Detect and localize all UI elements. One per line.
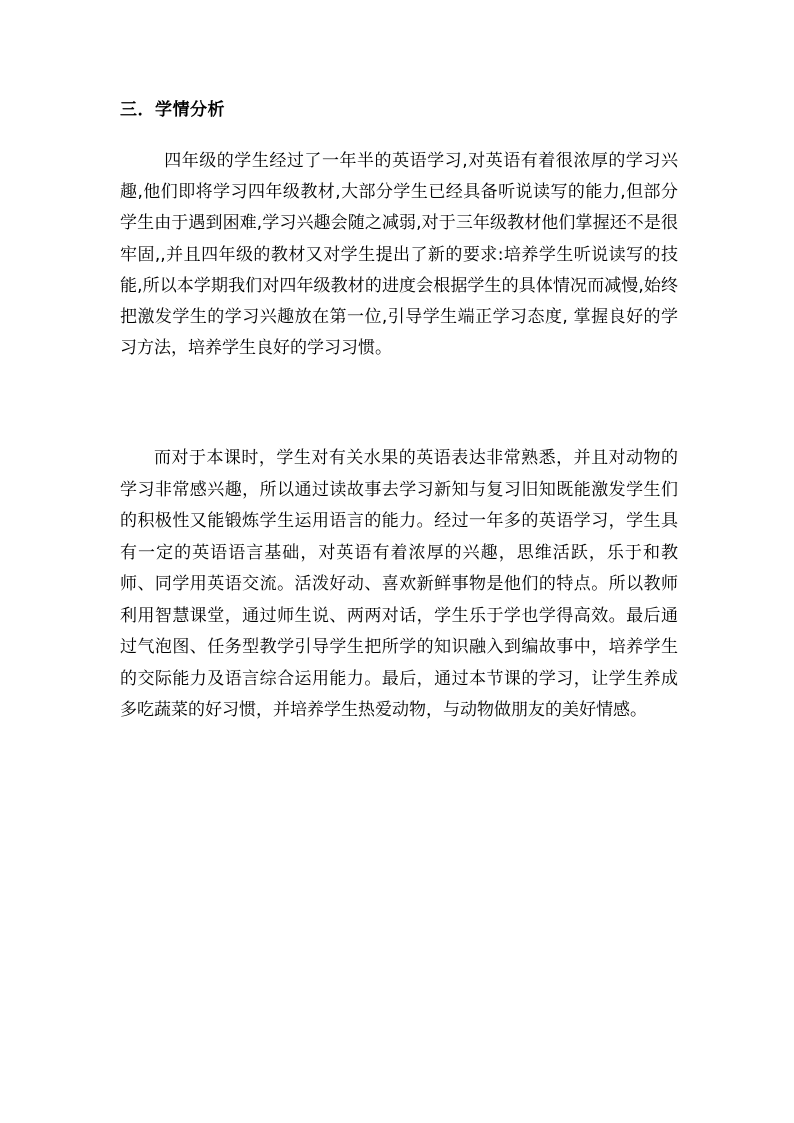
section-heading: 三．学情分析 [120, 100, 225, 120]
paragraph-lesson-analysis: 而对于本课时，学生对有关水果的英语表达非常熟悉，并且对动物的学习非常感兴趣，所以通过读故事去学习新知与复习旧知既能激发学生们的积极性又能锻炼学生运用语言的能力。经过一年多的英语学习，学生具有一定的英语语言基础，对英语有着浓厚的兴趣，思维活跃，乐于和教师、同学用英语交流。活泼好动、喜欢新鲜事物是他们的特点。所以教师利用智慧课堂，通过师生说、两两对话，学生乐于学也学得高效。最后通过气泡图、任务型教学引导学生把所学的知识融入到编故事中，培养学生的交际能力及语言综合运用能力。最后，通过本节课的学习，让学生养成多吃蔬菜的好习惯，并培养学生热爱动物，与动物做朋友的美好情感。 [120, 448, 678, 720]
paragraph-student-analysis: 四年级的学生经过了一年半的英语学习,对英语有着很浓厚的学习兴趣,他们即将学习四年级教材,大部分学生已经具备听说读写的能力,但部分学生由于遇到困难,学习兴趣会随之减弱,对于三年级教材他们掌握还不是很牢固,,并且四年级的教材又对学生提出了新的要求:培养学生听说读写的技能,所以本学期我们对四年级教材的进度会根据学生的具体情况而减慢,始终把激发学生的学习兴趣放在第一位,引导学生端正学习态度, 掌握良好的学习方法，培养学生良好的学习习惯。 [120, 151, 678, 359]
